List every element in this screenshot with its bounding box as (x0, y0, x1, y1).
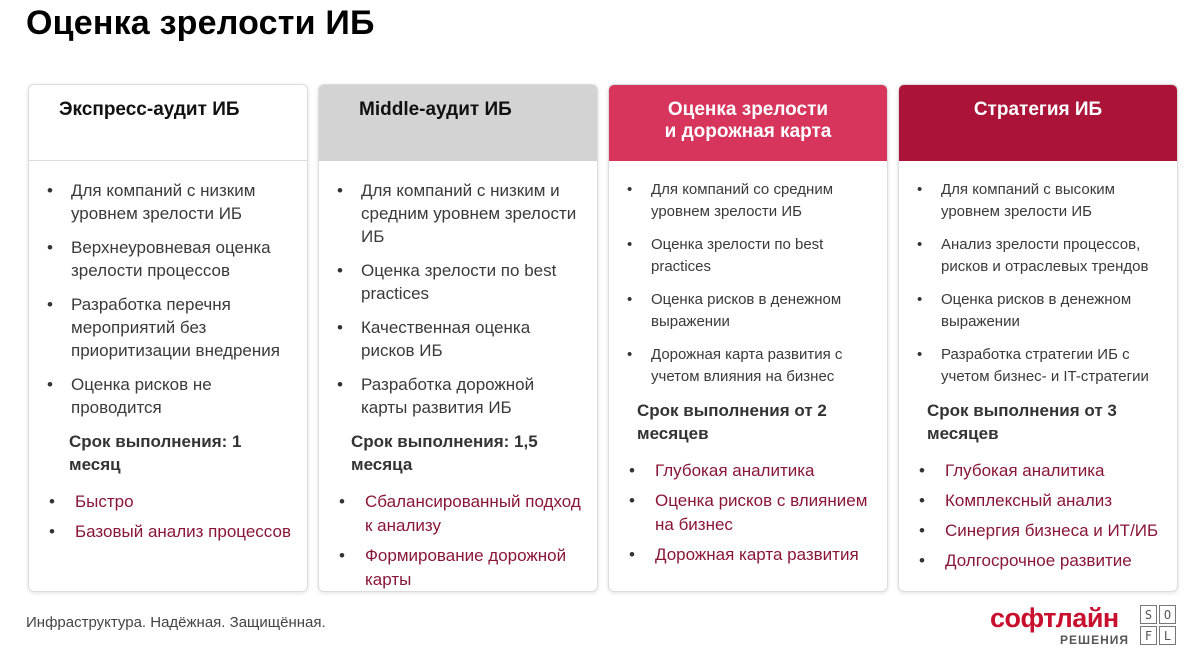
term-label: Срок выполнения от 3 месяцев (927, 401, 1117, 443)
feature-item: • Оценка зрелости по best practices (623, 234, 873, 278)
feature-item: • Разработка перечня мероприятий без приоритизации внедрения (43, 293, 293, 362)
card-middle-audit (318, 84, 598, 592)
feature-item: • Оценка рисков не проводится (43, 373, 293, 419)
footer-tagline: Инфраструктура. Надёжная. Защищённая. (26, 614, 326, 631)
benefit-item: • Оценка рисков с влиянием на бизнес (623, 489, 873, 537)
card-body (29, 161, 307, 544)
benefit-item: • Долгосрочное развитие (913, 549, 1163, 573)
feature-item: • Оценка рисков в денежном выражении (623, 289, 873, 333)
benefit-item: • Синергия бизнеса и ИТ/ИБ (913, 519, 1163, 543)
page-title: Оценка зрелости ИБ (26, 4, 375, 42)
feature-item: • Оценка зрелости по best practices (333, 259, 583, 305)
feature-item: • Разработка стратегии ИБ с учетом бизнес- и IT-стратегии (913, 344, 1163, 388)
benefit-item: • Комплексный анализ (913, 489, 1163, 513)
logo-letter: L (1159, 626, 1176, 645)
feature-list (913, 179, 1163, 388)
logo-wordmark: софтлайн (990, 603, 1119, 633)
feature-item: • Анализ зрелости процессов, рисков и отраслевых трендов (913, 234, 1163, 278)
feature-item: • Для компаний со средним уровнем зрелости ИБ (623, 179, 873, 223)
card-maturity-roadmap (608, 84, 888, 592)
softline-logo (990, 603, 1180, 649)
card-strategy (898, 84, 1178, 592)
benefit-item: • Базовый анализ процессов (43, 520, 293, 544)
term-label: Срок выполнения: 1 месяц (69, 432, 242, 474)
card-header (899, 85, 1177, 161)
term-label: Срок выполнения от 2 месяцев (637, 401, 827, 443)
feature-list (623, 179, 873, 388)
feature-list (43, 179, 293, 419)
feature-item: • Верхнеуровневая оценка зрелости процессов (43, 236, 293, 282)
benefit-list (43, 490, 293, 544)
benefit-list (623, 459, 873, 567)
term-label: Срок выполнения: 1,5 месяца (351, 432, 538, 474)
feature-item: • Дорожная карта развития с учетом влияния на бизнес (623, 344, 873, 388)
logo-letter: O (1159, 605, 1176, 624)
feature-item: • Для компаний с низким и средним уровнем зрелости ИБ (333, 179, 583, 248)
card-title: Оценка зрелости и дорожная карта (664, 99, 832, 142)
feature-item: • Для компаний с низким уровнем зрелости ИБ (43, 179, 293, 225)
feature-item: • Для компаний с высоким уровнем зрелости ИБ (913, 179, 1163, 223)
benefit-item: • Сбалансированный подход к анализу (333, 490, 583, 538)
logo-subtitle: РЕШЕНИЯ (1060, 633, 1129, 647)
card-title: Экспресс-аудит ИБ (59, 99, 240, 120)
logo-letter: S (1140, 605, 1157, 624)
benefit-item: • Формирование дорожной карты (333, 544, 583, 592)
card-header (319, 85, 597, 161)
feature-list (333, 179, 583, 419)
card-body (319, 161, 597, 592)
benefit-list (913, 459, 1163, 573)
card-body (899, 161, 1177, 573)
benefit-item: • Дорожная карта развития (623, 543, 873, 567)
card-header (29, 85, 307, 161)
benefit-item: • Глубокая аналитика (623, 459, 873, 483)
benefit-list (333, 490, 583, 592)
feature-item: • Качественная оценка рисков ИБ (333, 316, 583, 362)
benefit-item: • Глубокая аналитика (913, 459, 1163, 483)
benefit-item: • Быстро (43, 490, 293, 514)
card-title: Стратегия ИБ (973, 99, 1103, 120)
logo-letter: F (1140, 626, 1157, 645)
feature-item: • Оценка рисков в денежном выражении (913, 289, 1163, 333)
logo-letter-grid (1140, 605, 1176, 645)
card-body (609, 161, 887, 567)
feature-item: • Разработка дорожной карты развития ИБ (333, 373, 583, 419)
card-header (609, 85, 887, 161)
card-title: Middle-аудит ИБ (359, 99, 512, 120)
card-express-audit (28, 84, 308, 592)
